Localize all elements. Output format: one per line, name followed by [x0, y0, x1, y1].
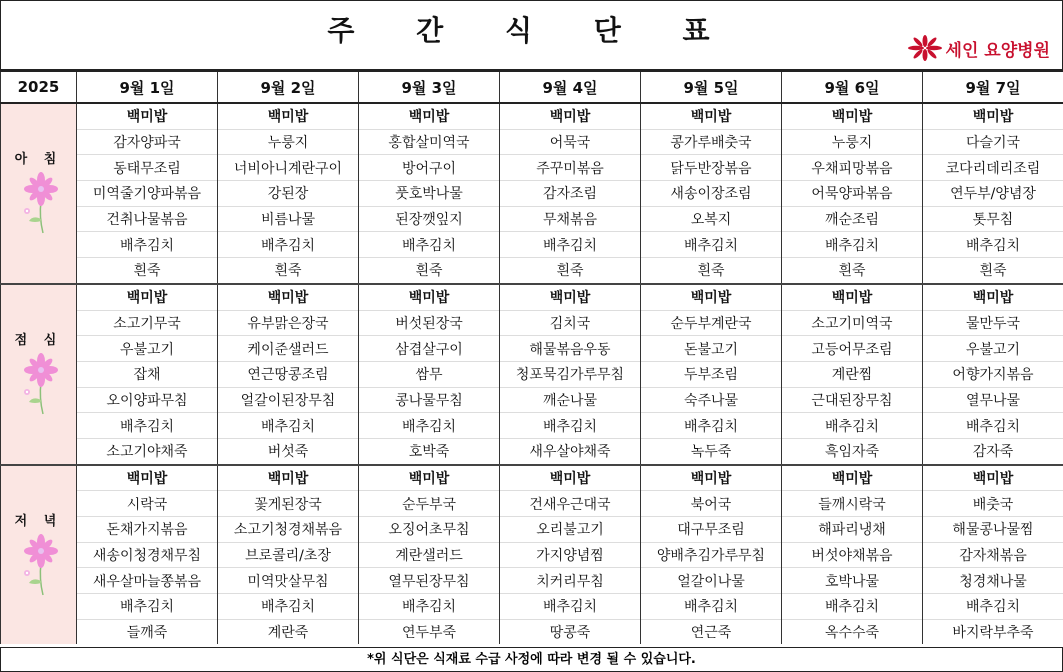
- menu-item: 흰죽: [923, 258, 1063, 284]
- menu-item: 백미밥: [218, 465, 359, 491]
- meal-label-cell: [1, 465, 77, 645]
- menu-item: 케이준샐러드: [218, 336, 359, 362]
- menu-item: 흰죽: [77, 258, 218, 284]
- flower-icon: [19, 533, 59, 597]
- table-row: [1, 619, 1063, 644]
- menu-item: 깨순나물: [500, 387, 641, 413]
- menu-item: 배추김치: [641, 594, 782, 620]
- menu-item: 오리불고기: [500, 517, 641, 543]
- flower-logo-icon: [908, 35, 942, 61]
- menu-item: 연두부죽: [359, 619, 500, 644]
- menu-item: 된장깻잎지: [359, 206, 500, 232]
- menu-item: 배추김치: [359, 232, 500, 258]
- menu-item: 소고기청경채볶음: [218, 517, 359, 543]
- hospital-logo: [908, 35, 1050, 61]
- menu-item: 백미밥: [77, 103, 218, 129]
- table-row: [1, 181, 1063, 207]
- meal-label: 저 녁: [14, 513, 63, 529]
- menu-item: 우불고기: [77, 336, 218, 362]
- table-row: [1, 413, 1063, 439]
- menu-item: 배추김치: [77, 413, 218, 439]
- menu-item: 쌈무: [359, 361, 500, 387]
- menu-item: 어향가지볶음: [923, 361, 1063, 387]
- menu-item: 돈불고기: [641, 336, 782, 362]
- menu-item: 잡채: [77, 361, 218, 387]
- menu-item: 배추김치: [77, 594, 218, 620]
- menu-item: 계란샐러드: [359, 542, 500, 568]
- menu-item: 톳무침: [923, 206, 1063, 232]
- menu-item: 백미밥: [782, 284, 923, 310]
- menu-item: 백미밥: [218, 284, 359, 310]
- menu-item: 흰죽: [218, 258, 359, 284]
- menu-item: 브로콜리/초장: [218, 542, 359, 568]
- table-row: [1, 517, 1063, 543]
- menu-item: 감자죽: [923, 438, 1063, 464]
- menu-item: 백미밥: [359, 103, 500, 129]
- menu-item: 어묵양파볶음: [782, 181, 923, 207]
- day-header: 9월 2일: [218, 71, 359, 103]
- footnote: *위 식단은 식재료 수급 사정에 따라 변경 될 수 있습니다.: [0, 647, 1063, 672]
- table-row: [1, 542, 1063, 568]
- table-row: [1, 491, 1063, 517]
- menu-item: 호박죽: [359, 438, 500, 464]
- menu-item: 닭두반장볶음: [641, 155, 782, 181]
- flower-icon: [19, 171, 59, 235]
- menu-item: 가지양념찜: [500, 542, 641, 568]
- menu-item: 동태무조림: [77, 155, 218, 181]
- menu-item: 배추김치: [923, 232, 1063, 258]
- table-row: [1, 284, 1063, 310]
- menu-item: 버섯된장국: [359, 310, 500, 336]
- flower-icon: [19, 352, 59, 416]
- menu-item: 녹두죽: [641, 438, 782, 464]
- table-row: [1, 594, 1063, 620]
- menu-item: 감자채볶음: [923, 542, 1063, 568]
- menu-item: 북어국: [641, 491, 782, 517]
- menu-item: 연근죽: [641, 619, 782, 644]
- table-row: [1, 465, 1063, 491]
- menu-item: 유부맑은장국: [218, 310, 359, 336]
- day-header: 9월 3일: [359, 71, 500, 103]
- menu-item: 백미밥: [923, 465, 1063, 491]
- menu-item: 새우살야채죽: [500, 438, 641, 464]
- menu-item: 두부조림: [641, 361, 782, 387]
- menu-item: 버섯죽: [218, 438, 359, 464]
- table-row: [1, 103, 1063, 129]
- menu-item: 백미밥: [641, 103, 782, 129]
- day-header: 9월 1일: [77, 71, 218, 103]
- menu-item: 배추김치: [359, 594, 500, 620]
- menu-item: 백미밥: [77, 284, 218, 310]
- menu-item: 양배추김가루무침: [641, 542, 782, 568]
- menu-item: 백미밥: [218, 103, 359, 129]
- menu-item: 소고기야채죽: [77, 438, 218, 464]
- table-row: [1, 232, 1063, 258]
- meal-label-cell: [1, 103, 77, 284]
- table-row: [1, 336, 1063, 362]
- menu-item: 우불고기: [923, 336, 1063, 362]
- menu-item: 미역맛살무침: [218, 568, 359, 594]
- menu-item: 미역줄기양파볶음: [77, 181, 218, 207]
- table-row: [1, 129, 1063, 155]
- menu-item: 숙주나물: [641, 387, 782, 413]
- menu-item: 계란죽: [218, 619, 359, 644]
- menu-item: 백미밥: [923, 284, 1063, 310]
- menu-item: 새우살마늘쫑볶음: [77, 568, 218, 594]
- flower-icon-wrap: [19, 224, 59, 239]
- logo-text: 세인 요양병원: [945, 40, 1050, 61]
- menu-item: 들깨죽: [77, 619, 218, 644]
- table-row: [1, 310, 1063, 336]
- menu-item: 감자양파국: [77, 129, 218, 155]
- menu-item: 흰죽: [500, 258, 641, 284]
- menu-item: 오이양파무침: [77, 387, 218, 413]
- menu-item: 김치국: [500, 310, 641, 336]
- menu-item: 새송이장조림: [641, 181, 782, 207]
- menu-item: 배추김치: [500, 594, 641, 620]
- menu-item: 너비아니계란구이: [218, 155, 359, 181]
- menu-item: 백미밥: [359, 284, 500, 310]
- menu-body: [1, 103, 1063, 644]
- menu-item: 돈채가지볶음: [77, 517, 218, 543]
- menu-item: 순두부국: [359, 491, 500, 517]
- menu-item: 감자조림: [500, 181, 641, 207]
- menu-item: 다슬기국: [923, 129, 1063, 155]
- menu-item: 열무나물: [923, 387, 1063, 413]
- flower-icon-wrap: [19, 586, 59, 601]
- menu-item: 소고기무국: [77, 310, 218, 336]
- menu-item: 백미밥: [923, 103, 1063, 129]
- menu-item: 버섯야채볶음: [782, 542, 923, 568]
- table-row: [1, 438, 1063, 464]
- menu-item: 배추김치: [923, 413, 1063, 439]
- meal-label-cell: [1, 284, 77, 465]
- menu-item: 배추김치: [218, 232, 359, 258]
- menu-item: 흰죽: [782, 258, 923, 284]
- menu-item: 건새우근대국: [500, 491, 641, 517]
- menu-item: 홍합살미역국: [359, 129, 500, 155]
- menu-item: 백미밥: [782, 103, 923, 129]
- day-header: 9월 4일: [500, 71, 641, 103]
- day-header: 9월 6일: [782, 71, 923, 103]
- menu-item: 건취나물볶음: [77, 206, 218, 232]
- menu-item: 치커리무침: [500, 568, 641, 594]
- menu-item: 백미밥: [782, 465, 923, 491]
- menu-item: 해파리냉채: [782, 517, 923, 543]
- menu-item: 강된장: [218, 181, 359, 207]
- table-row: [1, 155, 1063, 181]
- menu-item: 풋호박나물: [359, 181, 500, 207]
- menu-item: 계란찜: [782, 361, 923, 387]
- header-row: [1, 71, 1063, 103]
- menu-item: 배추김치: [641, 413, 782, 439]
- table-row: [1, 258, 1063, 284]
- menu-item: 소고기미역국: [782, 310, 923, 336]
- menu-item: 물만두국: [923, 310, 1063, 336]
- menu-item: 배추김치: [782, 232, 923, 258]
- menu-item: 우채피망볶음: [782, 155, 923, 181]
- menu-item: 배추김치: [923, 594, 1063, 620]
- menu-item: 열무된장무침: [359, 568, 500, 594]
- page-title: 주 간 식 단 표: [327, 14, 736, 47]
- menu-item: 누룽지: [218, 129, 359, 155]
- menu-item: 배춧국: [923, 491, 1063, 517]
- menu-item: 얼갈이된장무침: [218, 387, 359, 413]
- menu-item: 누룽지: [782, 129, 923, 155]
- day-header: 9월 7일: [923, 71, 1063, 103]
- menu-item: 배추김치: [782, 413, 923, 439]
- menu-item: 흑임자죽: [782, 438, 923, 464]
- year-cell: 2025: [1, 71, 77, 103]
- table-row: [1, 206, 1063, 232]
- menu-table: [0, 70, 1063, 644]
- menu-item: 오복지: [641, 206, 782, 232]
- menu-item: 고등어무조림: [782, 336, 923, 362]
- menu-item: 꽃게된장국: [218, 491, 359, 517]
- menu-item: 바지락부추죽: [923, 619, 1063, 644]
- menu-item: 백미밥: [500, 465, 641, 491]
- menu-item: 옥수수죽: [782, 619, 923, 644]
- menu-item: 백미밥: [500, 103, 641, 129]
- menu-item: 배추김치: [782, 594, 923, 620]
- menu-item: 어묵국: [500, 129, 641, 155]
- menu-item: 시락국: [77, 491, 218, 517]
- menu-item: 청경채나물: [923, 568, 1063, 594]
- menu-item: 배추김치: [500, 232, 641, 258]
- menu-item: 콩가루배춧국: [641, 129, 782, 155]
- menu-item: 들깨시락국: [782, 491, 923, 517]
- menu-item: 콩나물무침: [359, 387, 500, 413]
- menu-item: 호박나물: [782, 568, 923, 594]
- menu-item: 무채볶음: [500, 206, 641, 232]
- menu-item: 해물볶음우동: [500, 336, 641, 362]
- meal-label: 아 침: [14, 151, 63, 167]
- menu-item: 백미밥: [641, 284, 782, 310]
- menu-item: 주꾸미볶음: [500, 155, 641, 181]
- menu-item: 새송이청경채무침: [77, 542, 218, 568]
- menu-item: 연두부/양념장: [923, 181, 1063, 207]
- menu-item: 근대된장무침: [782, 387, 923, 413]
- menu-item: 백미밥: [77, 465, 218, 491]
- menu-item: 삼겹살구이: [359, 336, 500, 362]
- menu-item: 오징어초무침: [359, 517, 500, 543]
- menu-item: 백미밥: [641, 465, 782, 491]
- menu-item: 배추김치: [641, 232, 782, 258]
- menu-item: 흰죽: [359, 258, 500, 284]
- meal-label: 점 심: [14, 332, 63, 348]
- menu-item: 땅콩죽: [500, 619, 641, 644]
- menu-item: 배추김치: [77, 232, 218, 258]
- menu-item: 배추김치: [218, 413, 359, 439]
- flower-icon-wrap: [19, 405, 59, 420]
- menu-item: 배추김치: [359, 413, 500, 439]
- menu-item: 방어구이: [359, 155, 500, 181]
- menu-item: 비름나물: [218, 206, 359, 232]
- menu-item: 깨순조림: [782, 206, 923, 232]
- menu-item: 얼갈이나물: [641, 568, 782, 594]
- menu-item: 백미밥: [500, 284, 641, 310]
- menu-item: 해물콩나물찜: [923, 517, 1063, 543]
- table-row: [1, 361, 1063, 387]
- menu-item: 코다리데리조림: [923, 155, 1063, 181]
- menu-item: 배추김치: [500, 413, 641, 439]
- table-row: [1, 387, 1063, 413]
- menu-item: 순두부계란국: [641, 310, 782, 336]
- menu-item: 배추김치: [218, 594, 359, 620]
- day-header: 9월 5일: [641, 71, 782, 103]
- menu-item: 백미밥: [359, 465, 500, 491]
- menu-item: 연근땅콩조림: [218, 361, 359, 387]
- table-row: [1, 568, 1063, 594]
- header: [0, 0, 1063, 70]
- menu-item: 흰죽: [641, 258, 782, 284]
- menu-item: 대구무조림: [641, 517, 782, 543]
- menu-item: 청포묵김가루무침: [500, 361, 641, 387]
